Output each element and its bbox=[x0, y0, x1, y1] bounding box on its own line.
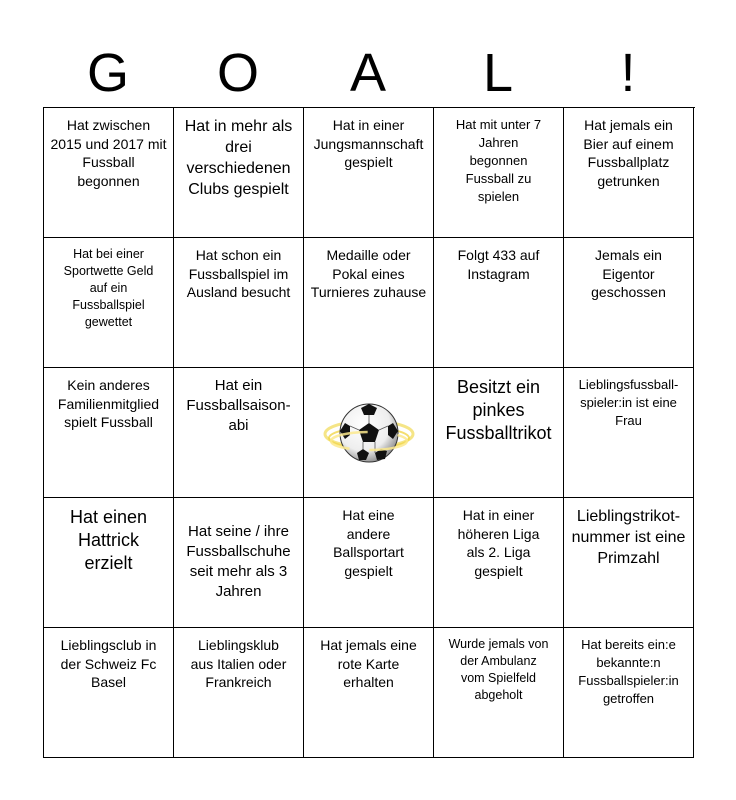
bingo-cell[interactable] bbox=[434, 238, 564, 368]
cell-text: Hat seine / ihre Fussballschuhe seit mehr als 3 Jahren bbox=[186, 523, 291, 600]
bingo-cell[interactable] bbox=[564, 238, 694, 368]
bingo-cell[interactable] bbox=[304, 108, 434, 238]
cell-text: Folgt 433 auf Instagram bbox=[457, 247, 540, 282]
cell-text: Wurde jemals von der Ambulanz vom Spielfeld abgeholt bbox=[448, 637, 549, 702]
bingo-cell[interactable] bbox=[174, 368, 304, 498]
bingo-cell[interactable] bbox=[434, 368, 564, 498]
cell-text: Lieblingsklub aus Italien oder Frankreich bbox=[190, 637, 287, 690]
cell-text: Lieblingsclub in der Schweiz Fc Basel bbox=[60, 637, 157, 690]
bingo-cell[interactable] bbox=[44, 368, 174, 498]
header-letter-o: O bbox=[216, 43, 259, 103]
cell-text: Medaille oder Pokal eines Turnieres zuhause bbox=[310, 247, 427, 300]
bingo-cell[interactable] bbox=[174, 108, 304, 238]
cell-text: Hat jemals ein Bier auf einem Fussballplatz getrunken bbox=[583, 117, 674, 189]
bingo-cell[interactable] bbox=[564, 108, 694, 238]
bingo-cell[interactable] bbox=[564, 498, 694, 628]
bingo-cell[interactable] bbox=[44, 108, 174, 238]
cell-text: Besitzt ein pinkes Fussballtrikot bbox=[445, 377, 552, 443]
bingo-cell[interactable] bbox=[434, 628, 564, 758]
bingo-cell[interactable] bbox=[174, 238, 304, 368]
cell-text: Hat bei einer Sportwette Geld auf ein Fussballspiel gewettet bbox=[63, 247, 154, 329]
cell-text: Hat in einer Jungsmannschaft gespielt bbox=[313, 117, 424, 170]
cell-text: Hat ein Fussballsaison-abi bbox=[186, 377, 291, 434]
cell-text: Hat mit unter 7 Jahren begonnen Fussball zu spielen bbox=[455, 117, 542, 204]
header-letter-a: A bbox=[349, 43, 387, 103]
bingo-cell[interactable] bbox=[564, 628, 694, 758]
cell-text: Hat zwischen 2015 und 2017 mit Fussball begonnen bbox=[50, 117, 167, 189]
free-space[interactable] bbox=[304, 368, 434, 498]
bingo-cell[interactable] bbox=[564, 368, 694, 498]
cell-text: Jemals ein Eigentor geschossen bbox=[591, 247, 666, 300]
bingo-cell[interactable] bbox=[44, 238, 174, 368]
bingo-cell[interactable] bbox=[304, 238, 434, 368]
soccer-ball-icon bbox=[319, 393, 419, 473]
header-letter-l: L bbox=[482, 43, 514, 103]
bingo-cell[interactable] bbox=[434, 498, 564, 628]
bingo-header bbox=[43, 42, 693, 104]
bingo-cell[interactable] bbox=[304, 498, 434, 628]
cell-text: Kein anderes Familienmitglied spielt Fussball bbox=[57, 377, 160, 430]
bingo-grid bbox=[43, 107, 695, 758]
cell-text: Hat jemals eine rote Karte erhalten bbox=[320, 637, 417, 690]
cell-text: Hat eine andere Ballsportart gespielt bbox=[333, 507, 404, 579]
bingo-cell[interactable] bbox=[44, 498, 174, 628]
cell-text: Hat bereits ein:e bekannte:n Fussballspieler:in getroffen bbox=[578, 637, 679, 706]
bingo-cell[interactable] bbox=[44, 628, 174, 758]
cell-text: Hat in einer höheren Liga als 2. Liga gespielt bbox=[457, 507, 540, 579]
cell-text: Lieblingstrikot-nummer ist eine Primzahl bbox=[571, 508, 686, 567]
cell-text: Hat einen Hattrick erzielt bbox=[69, 507, 148, 573]
cell-text: Lieblingsfussball-spieler:in ist eine Frau bbox=[578, 377, 679, 428]
bingo-cell[interactable] bbox=[174, 628, 304, 758]
header-letter-exclamation: ! bbox=[620, 43, 636, 103]
bingo-cell[interactable] bbox=[174, 498, 304, 628]
cell-text: Hat schon ein Fussballspiel im Ausland besucht bbox=[186, 247, 291, 300]
cell-text: Hat in mehr als drei verschiedenen Clubs gespielt bbox=[184, 118, 293, 198]
bingo-cell[interactable] bbox=[434, 108, 564, 238]
bingo-cell[interactable] bbox=[304, 628, 434, 758]
header-letter-g: G bbox=[86, 43, 129, 103]
